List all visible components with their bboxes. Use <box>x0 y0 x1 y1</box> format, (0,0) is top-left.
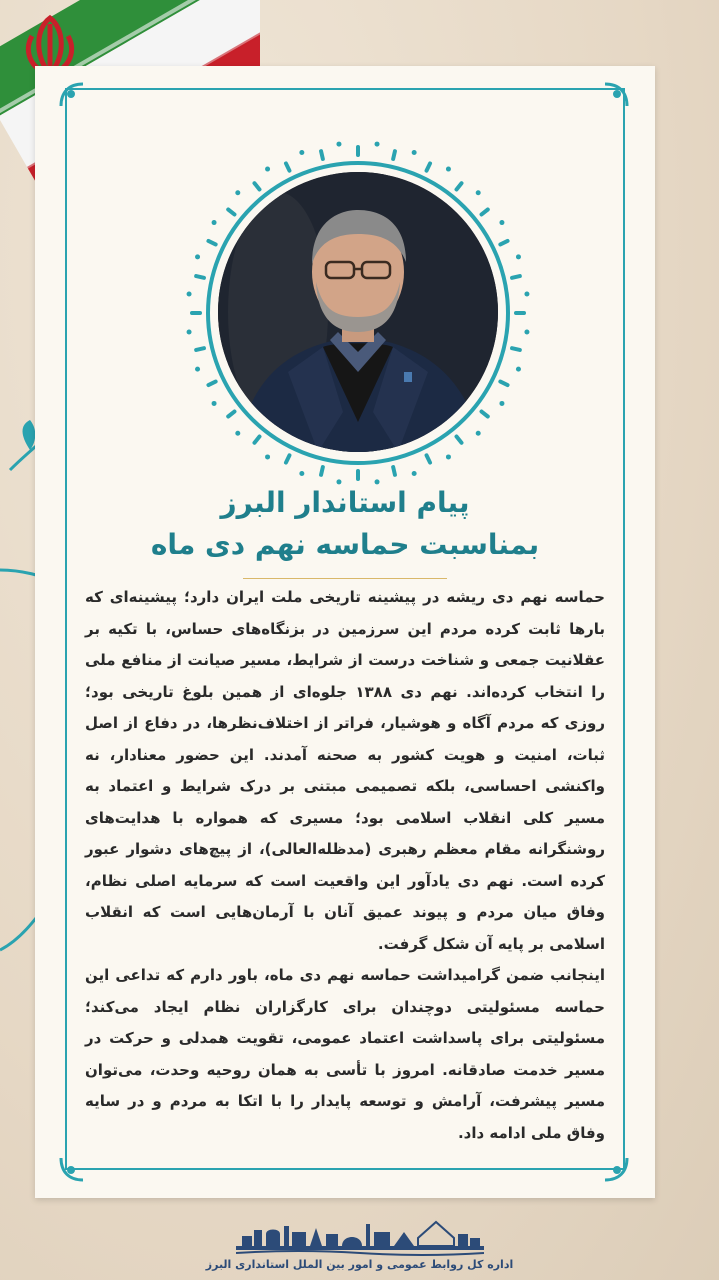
footer <box>0 1210 719 1280</box>
ring-dot <box>336 479 341 484</box>
message-paragraph: اینجانب ضمن گرامیداشت حماسه نهم دی ماه، باور دارم که تداعی این حماسه مسئولیتی دوچندان برای کارگزاران نظام ایجاد می‌کند؛ مسئولیتی برای پاسداشت اعتماد عمومی، تقویت همدلی و حرکت در مسیر خدمت صادقانه. امروز با تأسی به همان روحیه وحدت، می‌توان مسیر پیشرفت، آرامش و توسعه پایدار را با اتکا به مردم و در سایه وفاق ملی ادامه داد. <box>85 966 605 1142</box>
corner-ornament-icon <box>57 1154 87 1184</box>
ring-dot <box>524 291 529 296</box>
ring-tick <box>393 151 395 159</box>
ring-dot <box>446 454 451 459</box>
ring-tick <box>512 348 520 350</box>
ring-tick <box>208 241 215 244</box>
message-body <box>85 582 605 1149</box>
organization-name: اداره کل روابط عمومی و امور بین الملل استانداری البرز <box>205 1258 514 1271</box>
ring-dot <box>412 471 417 476</box>
ring-tick <box>321 467 323 475</box>
ring-dot <box>476 431 481 436</box>
ring-tick <box>255 183 260 189</box>
ring-dot <box>524 330 529 335</box>
ring-dot <box>375 479 380 484</box>
ring-dot <box>412 150 417 155</box>
ring-dot <box>265 167 270 172</box>
ring-dot <box>195 367 200 372</box>
ring-dot <box>499 401 504 406</box>
corner-ornament-icon <box>601 1154 631 1184</box>
ring-dot <box>187 330 192 335</box>
page-subtitle: بمناسبت حماسه نهم دی ماه <box>150 528 540 561</box>
ring-tick <box>196 348 204 350</box>
ring-dot <box>187 291 192 296</box>
ring-tick <box>208 382 215 385</box>
ring-tick <box>500 382 507 385</box>
ring-tick <box>482 412 488 417</box>
ring-dot <box>336 142 341 147</box>
ring-tick <box>393 467 395 475</box>
ring-dot <box>212 401 217 406</box>
ring-dot <box>299 471 304 476</box>
ring-dot <box>446 167 451 172</box>
ring-tick <box>286 163 289 170</box>
ring-dot <box>499 220 504 225</box>
ring-tick <box>500 241 507 244</box>
ring-tick <box>321 151 323 159</box>
ring-tick <box>457 437 462 443</box>
ring-dot <box>516 367 521 372</box>
ring-dot <box>516 254 521 259</box>
ring-tick <box>255 437 260 443</box>
ring-tick <box>427 455 430 462</box>
page-title: پیام استاندار البرز <box>220 486 470 519</box>
ring-dot <box>299 150 304 155</box>
ring-tick <box>228 210 234 215</box>
ring-tick <box>457 183 462 189</box>
title-divider <box>243 578 447 579</box>
ring-tick <box>196 276 204 278</box>
ring-tick <box>482 210 488 215</box>
message-paragraph: حماسه نهم دی ریشه در پیشینه تاریخی ملت ایران دارد؛ پیشینه‌ای که بارها ثابت کرده مردم این سرزمین در بزنگاه‌های حساس، با تکیه بر عقلانیت جمعی و شناخت درست از شرایط، مسیر صیانت از منافع ملی را انتخاب کرده‌اند. نهم دی ۱۳۸۸ جلوه‌ای از همین بلوغ تاریخی بود؛ روزی که مردم آگاه و هوشیار، فراتر از اختلاف‌نظرها، در دفاع از اصل ثبات، امنیت و هویت کشور به صحنه آمدند. این حضور معنادار، نه واکنشی احساسی، بلکه تصمیمی مبتنی بر درک شرایط و اعتماد به مسیر کلی انقلاب اسلامی بود؛ مسیری که همواره با هدایت‌های روشنگرانه مقام معظم رهبری (مدظله‌العالی)، از پیچ‌های دشوار عبور کرده است. نهم دی یادآور این واقعیت است که سرمایه اصلی نظام، وفاق میان مردم و پیوند عمیق آنان با آرمان‌هایی است که انقلاب اسلامی بر پایه آن شکل گرفت. <box>85 588 605 953</box>
message-card <box>35 66 655 1198</box>
ring-dot <box>235 431 240 436</box>
ring-tick <box>427 163 430 170</box>
ring-dot <box>235 190 240 195</box>
corner-ornament-icon <box>601 80 631 110</box>
ring-dot <box>375 142 380 147</box>
ring-dot <box>476 190 481 195</box>
corner-ornament-icon <box>57 80 87 110</box>
governor-portrait <box>218 172 498 452</box>
ring-tick <box>512 276 520 278</box>
ring-dot <box>212 220 217 225</box>
ring-dot <box>265 454 270 459</box>
city-skyline-logo <box>236 1218 484 1258</box>
ring-tick <box>286 455 289 462</box>
ring-dot <box>195 254 200 259</box>
ring-tick <box>228 412 234 417</box>
